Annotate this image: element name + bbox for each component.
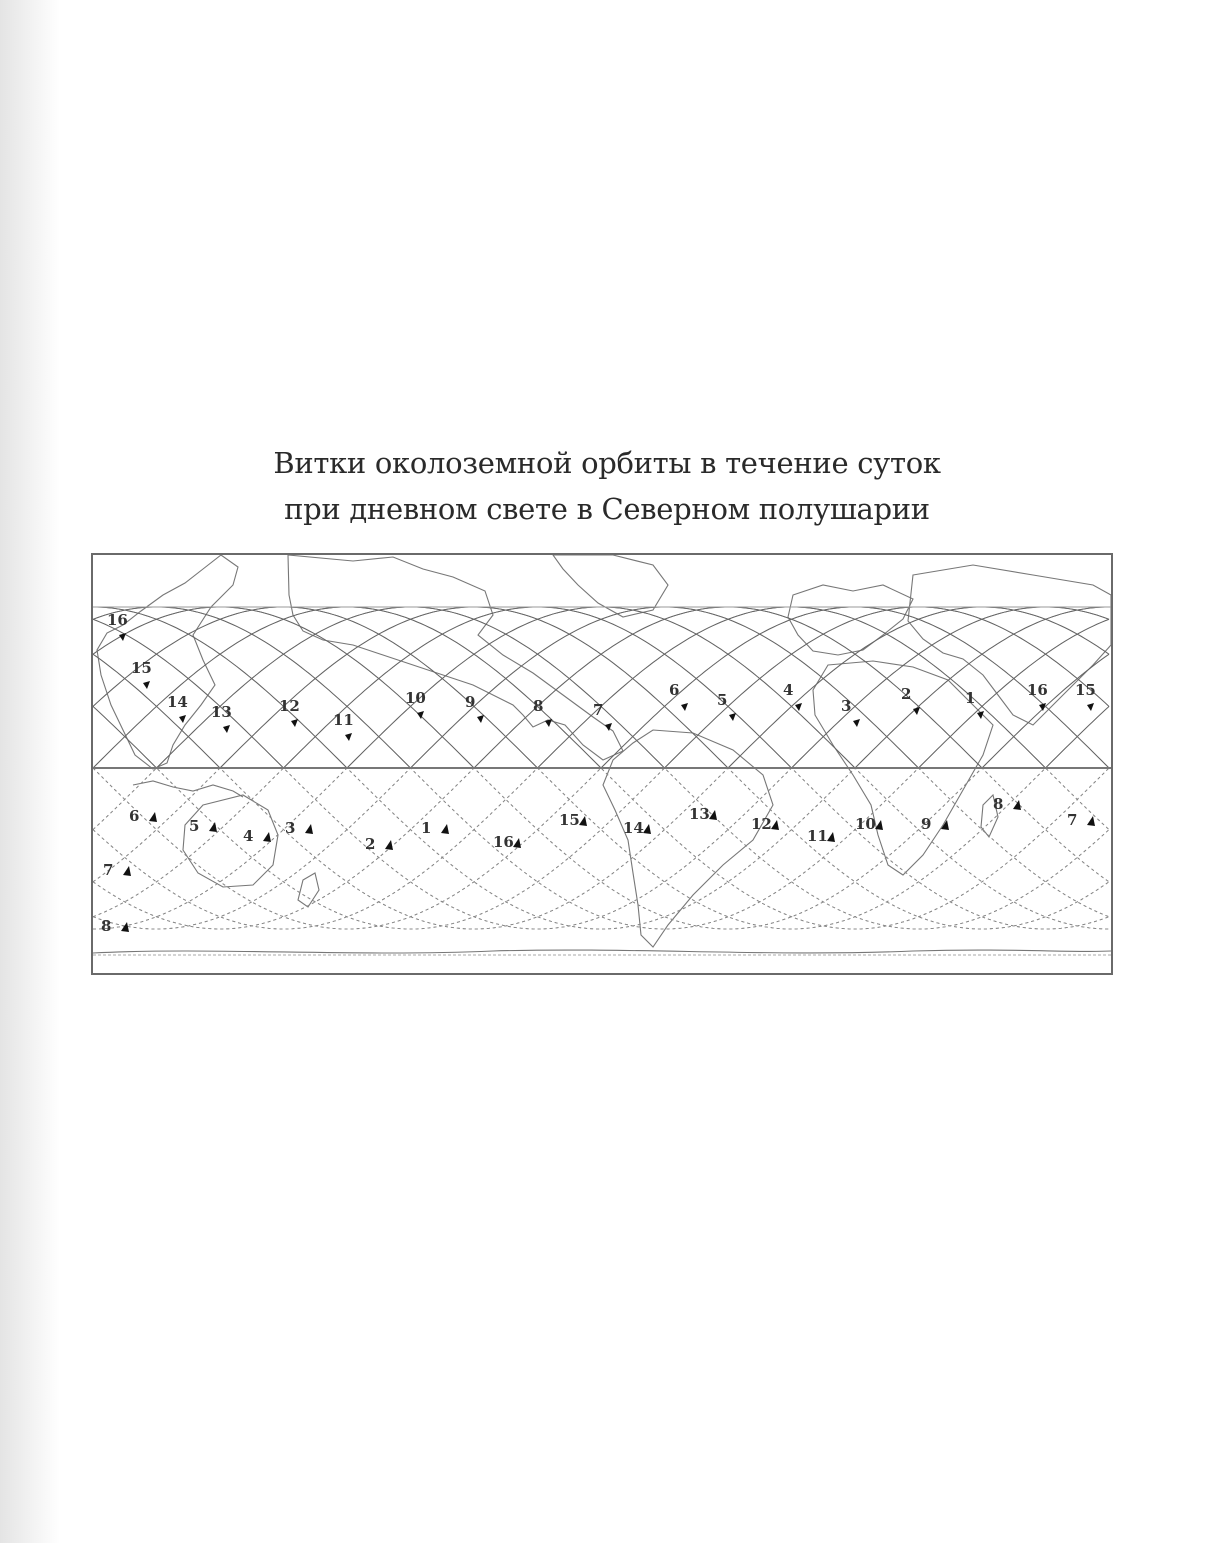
orbit-number-south: 9 [921,815,932,833]
direction-arrow [345,733,352,741]
orbit-number-north: 15 [1075,681,1096,699]
direction-arrow [681,703,688,711]
direction-arrow [477,715,484,723]
orbit-number-south: 16 [493,833,514,851]
orbit-number-south: 3 [285,819,296,837]
direction-arrow [545,719,552,727]
orbit-number-north: 5 [717,691,728,709]
page-edge-shadow [0,0,60,1543]
direction-arrow [385,840,393,850]
orbit-number-south: 7 [103,861,114,879]
title-line-1: Витки околоземной орбиты в течение суток [273,446,941,480]
direction-arrow [121,922,129,932]
orbit-number-north: 14 [167,693,188,711]
orbit-number-south: 8 [101,917,112,935]
orbit-number-north: 10 [405,689,426,707]
orbit-number-north: 4 [783,681,794,699]
orbit-number-south: 8 [993,795,1004,813]
orbit-number-south: 10 [855,815,876,833]
direction-arrow [179,715,186,723]
continent-outlines [93,555,1111,953]
direction-arrow [263,832,271,842]
orbit-number-north: 11 [333,711,354,729]
direction-arrow [223,725,230,733]
direction-arrow [441,824,449,834]
orbit-number-south: 12 [751,815,772,833]
orbit-number-north: 3 [841,697,852,715]
direction-arrow [853,719,860,727]
orbit-number-south: 11 [807,827,828,845]
direction-arrow [729,713,736,721]
orbit-number-labels [101,611,1096,935]
title-line-2: при дневном свете в Северном полушарии [284,492,930,526]
direction-arrow [795,703,802,711]
orbit-number-north: 13 [211,703,232,721]
direction-arrow [143,681,150,689]
direction-arrow [513,838,521,848]
orbit-number-south: 13 [689,805,710,823]
direction-arrow [291,719,298,727]
orbit-number-north: 15 [131,659,152,677]
orbit-number-north: 6 [669,681,680,699]
orbit-map [91,553,1113,975]
orbit-number-north: 2 [901,685,912,703]
orbit-number-north: 1 [965,689,976,707]
direction-arrow [827,832,835,842]
direction-arrow [579,816,587,826]
direction-arrow [709,810,717,820]
direction-arrow [123,866,131,876]
direction-arrow [1087,703,1094,711]
orbit-number-south: 6 [129,807,140,825]
direction-arrow [305,824,313,834]
orbit-number-north: 9 [465,693,476,711]
direction-arrow [771,820,779,830]
orbit-number-south: 4 [243,827,254,845]
orbit-number-south: 7 [1067,811,1078,829]
direction-arrow [1087,816,1095,826]
orbit-number-north: 16 [107,611,128,629]
direction-arrow [149,812,157,822]
direction-arrow [1013,800,1021,810]
orbit-map-canvas [93,555,1111,973]
orbit-number-north: 7 [593,701,604,719]
orbit-number-north: 8 [533,697,544,715]
orbit-number-south: 2 [365,835,376,853]
orbit-number-south: 1 [421,819,432,837]
direction-arrow [643,824,651,834]
orbit-number-north: 16 [1027,681,1048,699]
direction-arrow [209,822,217,832]
orbit-number-south: 15 [559,811,580,829]
orbit-number-south: 14 [623,819,644,837]
orbit-number-north: 12 [279,697,300,715]
orbit-number-south: 5 [189,817,200,835]
page-title [0,440,1214,532]
